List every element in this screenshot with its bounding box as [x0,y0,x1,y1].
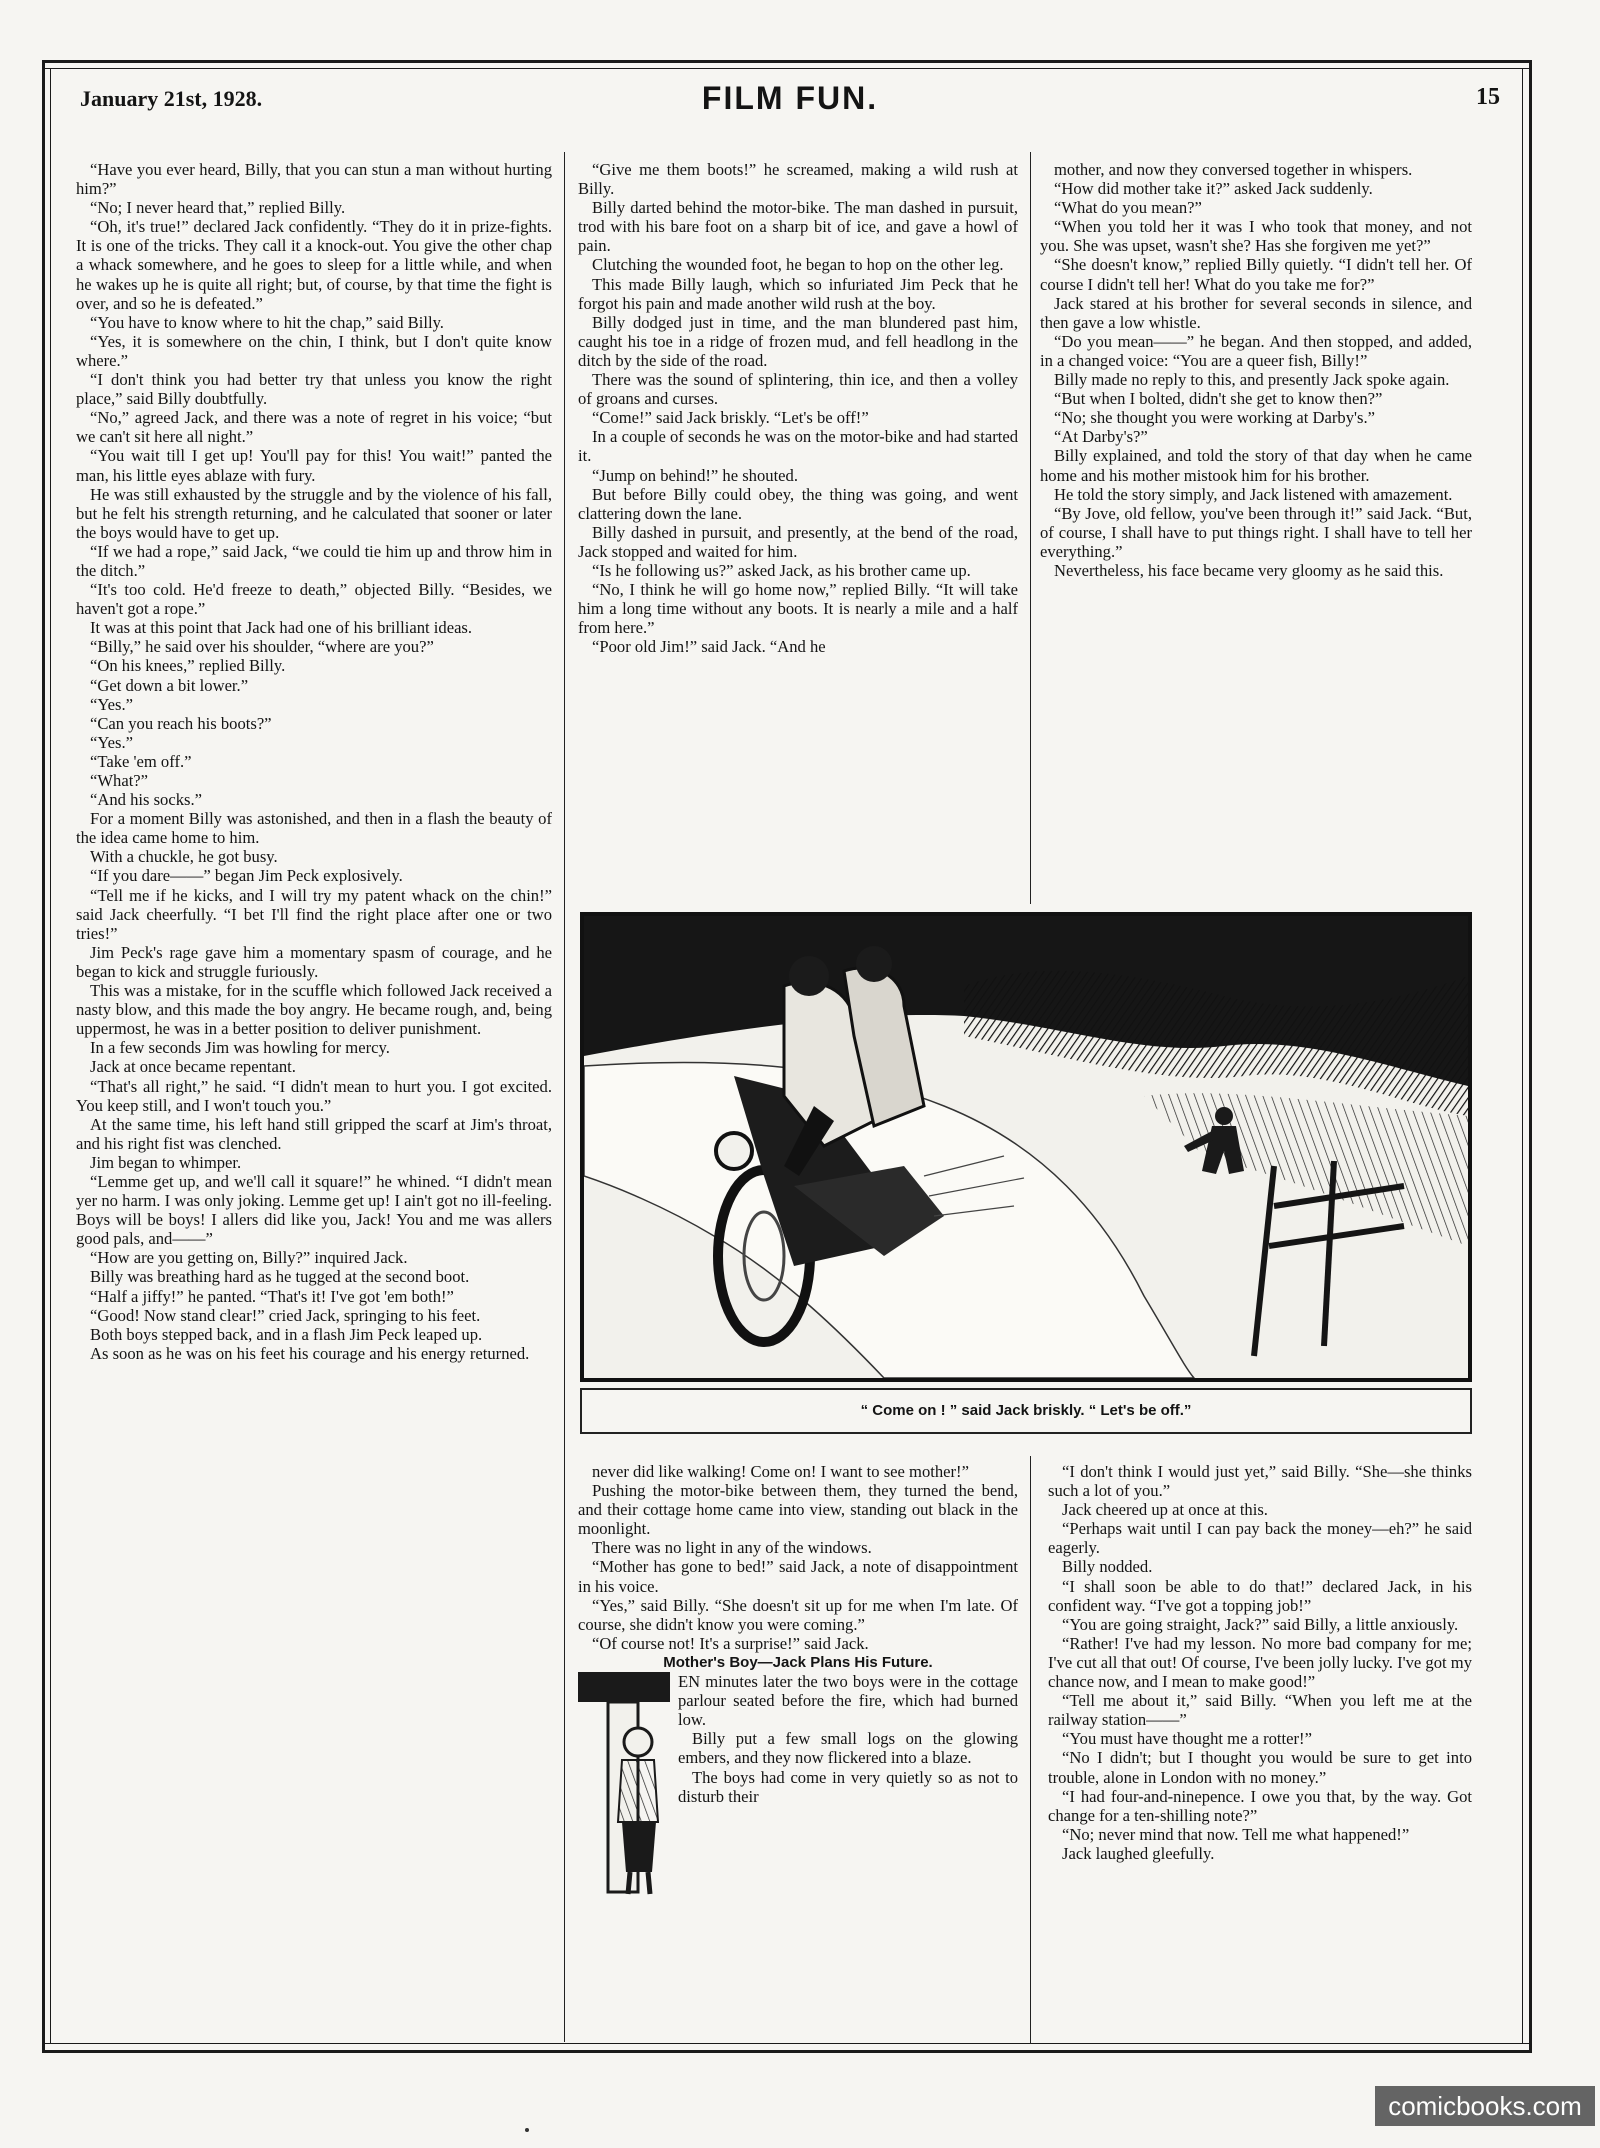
paragraph: Jack cheered up at once at this. [1062,1500,1268,1520]
paragraph: Jack at once became repentant. [90,1057,296,1077]
paragraph: “Give me them boots!” he screamed, making a wild rush at Billy. [578,160,1018,199]
paragraph: Billy dashed in pursuit, and presently, at the bend of the road, Jack stopped and waited for him. [578,522,1018,561]
paragraph: “Have you ever heard, Billy, that you can stun a man without hurting him?” [76,160,552,199]
page-border-left-inner [50,68,51,2044]
paragraph: Jim Peck's rage gave him a momentary spasm of courage, and he began to kick and struggle furiously. [76,942,552,981]
paragraph: Billy was breathing hard as he tugged at the second boot. [90,1267,470,1287]
paragraph: “I had four-and-ninepence. I owe you that, by the way. Got change for a ten-shilling note?” [1048,1786,1472,1825]
paragraph: Billy darted behind the motor-bike. The man dashed in pursuit, trod with his bare foot on a sharp bit of ice, and gave a howl of pain. [578,198,1018,256]
paragraph: “On his knees,” replied Billy. [90,656,286,676]
paragraph: “No I didn't; but I thought you would be sure to get into trouble, alone in London with no money.” [1048,1748,1472,1787]
paragraph: It was at this point that Jack had one of his brilliant ideas. [90,618,473,638]
paragraph: “If we had a rope,” said Jack, “we could tie him up and throw him in the ditch.” [76,541,552,580]
paragraph: “You wait till I get up! You'll pay for this! You wait!” panted the man, his little eyes ablaze with fury. [76,446,552,485]
paragraph: Jim began to whimper. [90,1152,242,1172]
paragraph: “That's all right,” he said. “I didn't mean to hurt you. I got excited. You keep still, and I won't touch you.” [76,1076,552,1115]
paragraph: “Lemme get up, and we'll call it square!” he whined. “I didn't mean yer no harm. I was only joking. Lemme get up! I ain't got no ill-feeling. Boys will be boys! I allers did like you, Jack! You and me was allers good pals, and——” [76,1171,552,1249]
paragraph: “I don't think you had better try that unless you know the right place,” said Billy doubtfully. [76,370,552,409]
paragraph: “Oh, it's true!” declared Jack confidently. “They do it in prize-fights. It is one of the tricks. They call it a knock-out. You give the other chap a whack somewhere, and he goes to sleep for a little while, and when he wakes up he is quite all right; but, of course, by that time the fight is over, and so he is defeated.” [76,217,552,313]
paragraph: “Rather! I've had my lesson. No more bad company for me; I've cut all that out! Of course, I've been jolly lucky. I've got my chance now, and I mean to make good!” [1048,1633,1472,1692]
paragraph: He was still exhausted by the struggle and by the violence of his fall, but he felt his strength returning, and he calculated that sooner or later the boys would have to get up. [76,484,552,542]
paragraph: “I don't think I would just yet,” said Billy. “She—she thinks such a lot of you.” [1048,1462,1472,1501]
page-border-bottom [42,2050,1532,2053]
page-border-right-inner [1522,68,1523,2044]
page-border-left [42,60,45,2053]
paragraph: In a couple of seconds he was on the motor-bike and had started it. [578,427,1018,466]
paragraph: Clutching the wounded foot, he began to hop on the other leg. [592,255,1004,275]
paragraph: Billy nodded. [1062,1557,1153,1577]
paragraph: “Yes,” said Billy. “She doesn't sit up for me when I'm late. Of course, she didn't know you were coming.” [578,1595,1018,1634]
paragraph: “Tell me if he kicks, and I will try my patent whack on the chin!” said Jack cheerfully. “I bet I'll find the right place after one or two tries!” [76,885,552,943]
paragraph: “No,” agreed Jack, and there was a note of regret in his voice; “but we can't sit here all night.” [76,408,552,447]
paragraph: “By Jove, old fellow, you've been through it!” said Jack. “But, of course, I shall have to put things right. I shall have to tell her everything.” [1040,503,1472,561]
paragraph: “You must have thought me a rotter!” [1062,1729,1312,1749]
paragraph: The boys had come in very quietly so as not to disturb their [678,1767,1018,1806]
page-header [70,78,1510,128]
paragraph: Nevertheless, his face became very gloomy as he said this. [1054,560,1444,580]
paragraph: EN minutes later the two boys were in the cottage parlour seated before the fire, which had burned low. [678,1672,1018,1730]
paragraph: “Poor old Jim!” said Jack. “And he [592,637,826,657]
paragraph: Billy dodged just in time, and the man blundered past him, caught his toe in a ridge of frozen mud, and fell headlong in the ditch by the side of the road. [578,312,1018,370]
story-illustration [580,912,1472,1382]
paragraph: Billy explained, and told the story of that day when he came home and his mother mistook him for his brother. [1040,446,1472,485]
paragraph: “Yes, it is somewhere on the chin, I think, but I don't quite know where.” [76,331,552,370]
paragraph: “It's too cold. He'd freeze to death,” objected Billy. “Besides, we haven't got a rope.” [76,580,552,619]
paragraph: “Take 'em off.” [90,751,192,771]
magazine-title: FILM FUN. [701,80,879,116]
site-watermark [1375,2086,1595,2126]
paragraph: “What do you mean?” [1054,198,1202,218]
paragraph: “Mother has gone to bed!” said Jack, a note of disappointment in his voice. [578,1557,1018,1596]
paragraph: In a few seconds Jim was howling for mercy. [90,1038,390,1058]
page-number: 15 [1476,84,1500,110]
paragraph: For a moment Billy was astonished, and then in a flash the beauty of the idea came home to him. [76,809,552,848]
paragraph: Pushing the motor-bike between them, they turned the bend, and their cottage home came into view, standing out black in the moonlight. [578,1481,1018,1539]
paragraph: “Come!” said Jack briskly. “Let's be off!” [592,408,869,428]
text-column-3 [1040,160,1472,905]
paragraph: “Good! Now stand clear!” cried Jack, springing to his feet. [90,1305,481,1325]
print-speck [525,2128,529,2132]
paragraph: “You have to know where to hit the chap,” said Billy. [90,312,444,332]
paragraph: “And his socks.” [90,790,202,810]
paragraph: But before Billy could obey, the thing was going, and went clattering down the lane. [578,484,1018,523]
column-rule [1030,152,1031,904]
paragraph: “Of course not! It's a surprise!” said Jack. [592,1633,869,1653]
issue-date: January 21st, 1928. [80,86,263,111]
paragraph: As soon as he was on his feet his courage and his energy returned. [90,1343,530,1363]
paragraph: This made Billy laugh, which so infuriated Jim Peck that he forgot his pain and made another wild rush at the boy. [578,274,1018,313]
paragraph: This was a mistake, for in the scuffle which followed Jack received a nasty blow, and this made the boy angry. He became rough, and, being uppermost, he was in a better position to deliver punishment. [76,981,552,1039]
paragraph: “No, I think he will go home now,” replied Billy. “It will take him a long time without any boots. It is nearly a mile and a half from here.” [578,580,1018,638]
section-subhead: Mother's Boy—Jack Plans His Future. [663,1653,933,1671]
paragraph: At the same time, his left hand still gripped the scarf at Jim's throat, and his right fist was clenched. [76,1114,552,1153]
column-rule [564,152,565,2042]
paragraph: “Is he following us?” asked Jack, as his brother came up. [592,560,971,580]
paragraph: “Can you reach his boots?” [90,713,272,733]
paragraph: “At Darby's?” [1054,427,1148,447]
column-rule [1030,1456,1031,2044]
paragraph: With a chuckle, he got busy. [90,847,278,867]
paragraph: Billy put a few small logs on the glowing embers, and they now flickered into a blaze. [678,1729,1018,1768]
paragraph: “Get down a bit lower.” [90,675,249,695]
paragraph: There was no light in any of the windows. [592,1538,872,1558]
paragraph: mother, and now they conversed together in whispers. [1054,160,1413,179]
paragraph: “Yes.” [90,694,134,714]
paragraph: “Jump on behind!” he shouted. [592,465,798,485]
page-border-top-inner [42,68,1532,69]
paragraph: “You are going straight, Jack?” said Billy, a little anxiously. [1062,1614,1459,1634]
illustration-caption-box [580,1388,1472,1434]
paragraph: Jack laughed gleefully. [1062,1843,1215,1863]
paragraph: “When you told her it was I who took that money, and not you. She was upset, wasn't she? Has she forgiven me yet?” [1040,217,1472,256]
paragraph: There was the sound of splintering, thin ice, and then a volley of groans and curses. [578,370,1018,409]
paragraph: Billy made no reply to this, and presently Jack spoke again. [1054,370,1450,390]
paragraph: never did like walking! Come on! I want to see mother!” [592,1462,969,1481]
watermark-text: comicbooks.com [1388,2091,1582,2121]
paragraph: “Yes.” [90,732,134,752]
paragraph: “I shall soon be able to do that!” declared Jack, in his confident way. “I've got a topping job!” [1048,1576,1472,1615]
dropcap-t-illustration [578,1672,670,1900]
paragraph: “She doesn't know,” replied Billy quietly. “I didn't tell her. Of course I didn't tell her! What do you take me for?” [1040,255,1472,294]
text-column-2 [578,160,1018,905]
paragraph: “No; I never heard that,” replied Billy. [90,198,346,218]
page-border-top [42,60,1532,63]
paragraph: He told the story simply, and Jack listened with amazement. [1054,484,1453,504]
paragraph: “No; never mind that now. Tell me what happened!” [1062,1824,1410,1844]
paragraph: “Half a jiffy!” he panted. “That's it! I've got 'em both!” [90,1286,454,1306]
paragraph: “Tell me about it,” said Billy. “When you left me at the railway station——” [1048,1691,1472,1730]
paragraph: Jack stared at his brother for several seconds in silence, and then gave a low whistle. [1040,293,1472,332]
text-column-4 [578,1462,1018,2050]
paragraph: Both boys stepped back, and in a flash Jim Peck leaped up. [90,1324,483,1344]
paragraph: “What?” [90,771,149,790]
text-column-4-top [578,1462,1018,1653]
paragraph: “But when I bolted, didn't she get to know then?” [1054,389,1383,409]
paragraph: “Do you mean——” he began. And then stopped, and added, in a changed voice: “You are a queer fish, Billy!” [1040,331,1472,370]
page-border-right [1529,60,1532,2053]
paragraph: “Billy,” he said over his shoulder, “where are you?” [90,637,434,657]
paragraph: “Perhaps wait until I can pay back the money—eh?” he said eagerly. [1048,1519,1472,1558]
motorcycle-illustration [584,916,1468,1378]
text-column-5 [1048,1462,1472,2050]
text-column-1 [76,160,552,2040]
paragraph: “How are you getting on, Billy?” inquired Jack. [90,1248,408,1268]
illustration-caption: “ Come on ! ” said Jack briskly. “ Let's be off.” [860,1402,1192,1419]
paragraph: “How did mother take it?” asked Jack suddenly. [1054,179,1373,199]
paragraph: “If you dare——” began Jim Peck explosively. [90,866,403,886]
paragraph: “No; she thought you were working at Darby's.” [1054,408,1375,428]
